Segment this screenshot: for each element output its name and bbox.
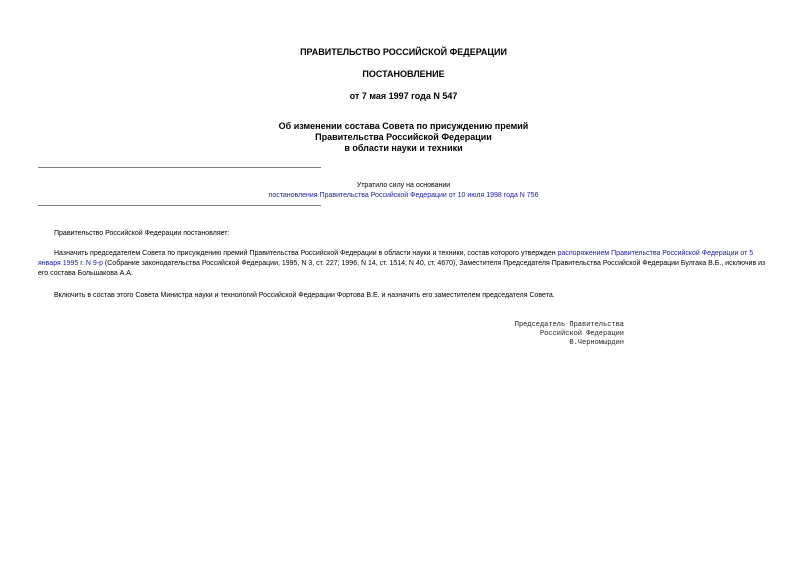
paragraph-appointment-text-before: Назначить председателем Совета по присуждению премий Правительства Российской Федерации в области науки и техники, состав которого утвержден bbox=[54, 250, 558, 257]
repeal-decree-link[interactable]: постановления Правительства Российской Федерации от 10 июля 1998 года N 756 bbox=[268, 192, 539, 199]
signature-block bbox=[515, 321, 624, 348]
divider-top bbox=[38, 167, 321, 168]
document-title bbox=[0, 121, 807, 154]
authority-heading: ПРАВИТЕЛЬСТВО РОССИЙСКОЙ ФЕДЕРАЦИИ bbox=[300, 47, 507, 57]
paragraph-appointment-text-after: (Собрание законодательства Российской Федерации, 1995, N 3, ст. 227; 1996, N 14, ст. 1514; N 40, ст. 4670), Заместителя Председателя Правительства Российской Федерации Булгака В.Б., исключив из его состава Большакова А.А. bbox=[38, 260, 766, 277]
doc-type-heading: ПОСТАНОВЛЕНИЕ bbox=[362, 69, 445, 79]
status-note-text: Утратило силу на основании bbox=[356, 182, 451, 189]
title-line-3: в области науки и техники bbox=[344, 143, 463, 153]
paragraph-preamble: Правительство Российской Федерации постановляет: bbox=[54, 230, 230, 237]
divider-bottom bbox=[38, 205, 321, 206]
title-line-1: Об изменении состава Совета по присуждению премий bbox=[278, 121, 529, 131]
status-note-link-line bbox=[0, 191, 807, 201]
order-link[interactable]: распоряжением Правительства Российской Федерации от 5 января 1995 г. N 9-р bbox=[38, 250, 754, 267]
title-line-2: Правительства Российской Федерации bbox=[315, 132, 492, 142]
date-number-heading: от 7 мая 1997 года N 547 bbox=[349, 91, 458, 101]
signature-name: В.Черномырдин bbox=[569, 339, 624, 347]
paragraph-appointment bbox=[38, 249, 773, 279]
paragraph-inclusion: Включить в состав этого Совета Министра науки и технологий Российской Федерации Фортова В.Е. и назначить его заместителем председателя Совета. bbox=[54, 292, 555, 299]
signature-org: Российской Федерации bbox=[539, 330, 624, 338]
signature-title: Председатель Правительства bbox=[514, 321, 624, 329]
